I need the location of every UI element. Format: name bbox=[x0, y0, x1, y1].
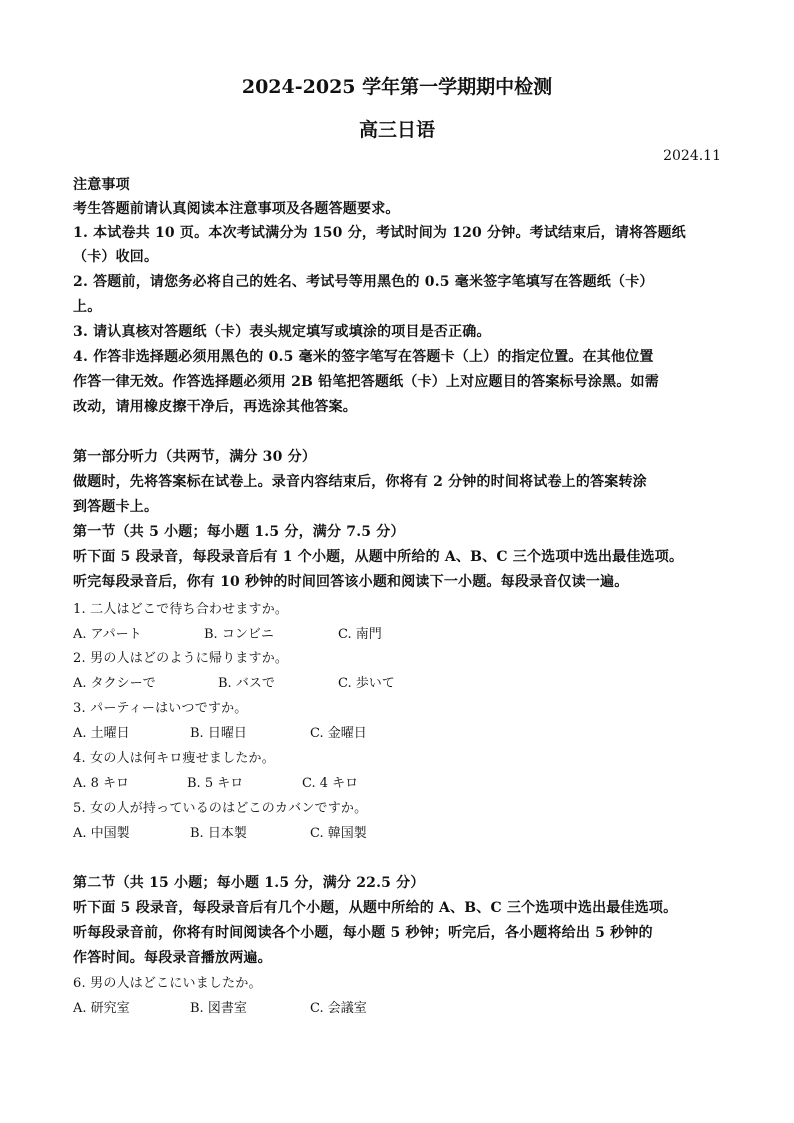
option-a: A. 8 キロ bbox=[73, 776, 130, 791]
option-b: B. コンビニ bbox=[204, 627, 274, 642]
notice-line: 上。 bbox=[73, 299, 102, 315]
option-a: A. アパート bbox=[73, 627, 142, 642]
part1-desc: 做题时，先将答案标在试卷上。录音内容结束后，你将有 2 分钟的时间将试卷上的答案转涂 bbox=[73, 474, 647, 490]
notice-line: 1. 本试卷共 10 页。本次考试满分为 150 分，考试时间为 120 分钟。考试结束后，请将答题纸 bbox=[73, 225, 686, 241]
section1-desc: 听完每段录音后，你有 10 秒钟的时间回答该小题和阅读下一小题。每段录音仅读一遍。 bbox=[73, 574, 629, 590]
option-b: B. 日曜日 bbox=[190, 726, 247, 741]
section2-heading: 第二节（共 15 小题；每小题 1.5 分，满分 22.5 分） bbox=[73, 875, 425, 891]
section2-desc: 听每段录音前，你将有时间阅读各个小题，每小题 5 秒钟；听完后，各小题将给出 5 秒钟的 bbox=[73, 925, 653, 941]
section1-desc: 听下面 5 段录音，每段录音后有 1 个小题，从题中所给的 A、B、C 三个选项中选出最佳选项。 bbox=[73, 549, 684, 565]
notice-line: 4. 作答非选择题必须用黑色的 0.5 毫米的签字笔写在答题卡（上）的指定位置。在其他位置 bbox=[73, 349, 654, 365]
option-c: C. 会議室 bbox=[310, 1001, 367, 1016]
exam-title: 2024-2025 学年第一学期期中检测 bbox=[241, 76, 553, 98]
option-b: B. 図書室 bbox=[190, 1001, 247, 1016]
part1-desc: 到答题卡上。 bbox=[73, 499, 159, 515]
option-c: C. 4 キロ bbox=[302, 776, 359, 791]
option-c: C. 韓国製 bbox=[310, 826, 367, 841]
question-6: 6. 男の人はどこにいましたか。 bbox=[73, 976, 262, 991]
option-c: C. 歩いて bbox=[338, 676, 395, 691]
notice-line: 3. 请认真核对答题纸（卡）表头规定填写或填涂的项目是否正确。 bbox=[73, 324, 491, 340]
notice-line: （卡）收回。 bbox=[73, 249, 159, 265]
section2-desc: 听下面 5 段录音，每段录音后有几个小题，从题中所给的 A、B、C 三个选项中选出最佳选项。 bbox=[73, 900, 678, 916]
option-c: C. 南門 bbox=[338, 627, 382, 642]
question-5: 5. 女の人が持っているのはどこのカバンですか。 bbox=[73, 801, 368, 816]
option-b: B. 5 キロ bbox=[187, 776, 244, 791]
option-a: A. 研究室 bbox=[73, 1001, 130, 1016]
exam-date: 2024.11 bbox=[663, 148, 721, 164]
notice-line: 2. 答题前，请您务必将自己的姓名、考试号等用黑色的 0.5 毫米签字笔填写在答题纸（卡） bbox=[73, 274, 654, 290]
section1-heading: 第一节（共 5 小题；每小题 1.5 分，满分 7.5 分） bbox=[73, 524, 405, 540]
notice-line: 作答一律无效。作答选择题必须用 2B 铅笔把答题纸（卡）上对应题目的答案标号涂黑。如需 bbox=[73, 374, 659, 390]
part1-heading: 第一部分听力（共两节，满分 30 分） bbox=[73, 449, 317, 465]
notice-line: 考生答题前请认真阅读本注意事项及各题答题要求。 bbox=[73, 201, 400, 217]
notice-line: 改动，请用橡皮擦干净后，再选涂其他答案。 bbox=[73, 399, 357, 415]
option-a: A. 中国製 bbox=[73, 826, 130, 841]
exam-subtitle: 高三日语 bbox=[358, 119, 435, 141]
question-1: 1. 二人はどこで待ち合わせますか。 bbox=[73, 602, 289, 617]
option-b: B. 日本製 bbox=[190, 826, 247, 841]
question-3: 3. パーティーはいつですか。 bbox=[73, 701, 248, 716]
question-2: 2. 男の人はどのように帰りますか。 bbox=[73, 651, 289, 666]
notice-heading: 注意事项 bbox=[73, 177, 130, 193]
option-b: B. バスで bbox=[218, 676, 275, 691]
question-4: 4. 女の人は何キロ痩せましたか。 bbox=[73, 751, 275, 766]
section2-desc: 作答时间。每段录音播放两遍。 bbox=[73, 950, 272, 966]
option-c: C. 金曜日 bbox=[310, 726, 367, 741]
option-a: A. 土曜日 bbox=[73, 726, 130, 741]
option-a: A. タクシーで bbox=[73, 676, 156, 691]
